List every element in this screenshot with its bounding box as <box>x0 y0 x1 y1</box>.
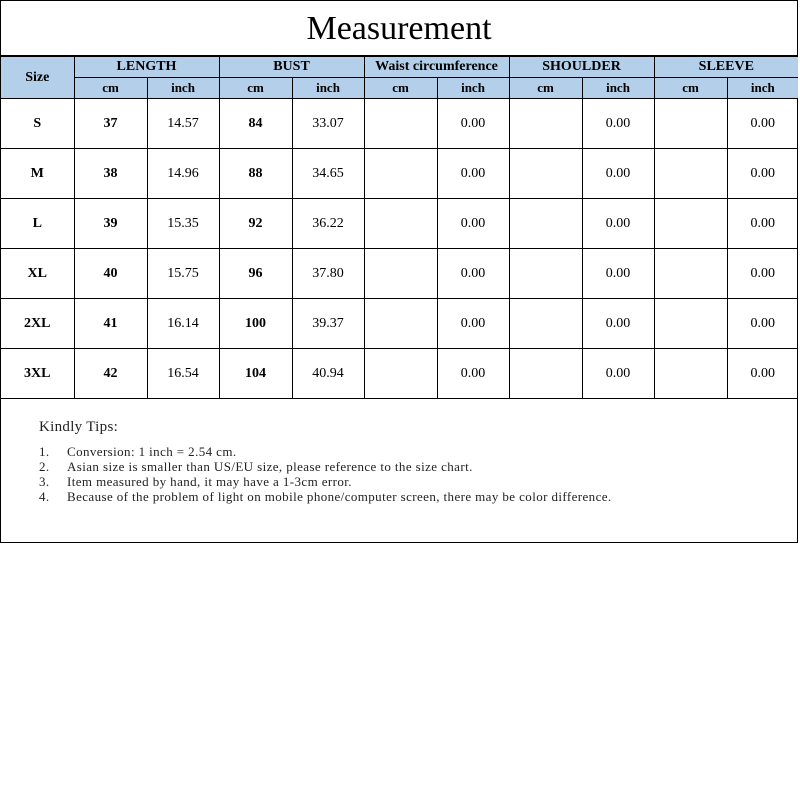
shoulder-cm-cell <box>509 249 582 299</box>
shoulder-inch-cell: 0.00 <box>582 299 654 349</box>
table-row <box>1 149 798 199</box>
size-cell: S <box>1 99 74 149</box>
bust-inch-cell: 39.37 <box>292 299 364 349</box>
sleeve-header: SLEEVE <box>654 57 798 78</box>
bust-inch-cell: 36.22 <box>292 199 364 249</box>
unit-inch-header: inch <box>147 78 219 99</box>
measurement-table <box>1 56 798 399</box>
shoulder-inch-cell: 0.00 <box>582 149 654 199</box>
tip-number: 3. <box>39 474 50 489</box>
sleeve-inch-cell: 0.00 <box>727 349 798 399</box>
length-inch-cell: 14.57 <box>147 99 219 149</box>
unit-inch-header: inch <box>292 78 364 99</box>
table-row <box>1 299 798 349</box>
waist-cm-cell <box>364 149 437 199</box>
shoulder-cm-cell <box>509 199 582 249</box>
length-inch-cell: 16.14 <box>147 299 219 349</box>
shoulder-inch-cell: 0.00 <box>582 249 654 299</box>
sleeve-inch-cell: 0.00 <box>727 199 798 249</box>
sleeve-cm-cell <box>654 99 727 149</box>
sleeve-inch-cell: 0.00 <box>727 149 798 199</box>
length-inch-cell: 15.35 <box>147 199 219 249</box>
shoulder-header: SHOULDER <box>509 57 654 78</box>
length-header: LENGTH <box>74 57 219 78</box>
size-column-header: Size <box>1 57 74 99</box>
tip-number: 4. <box>39 489 50 504</box>
size-cell: XL <box>1 249 74 299</box>
waist-inch-cell: 0.00 <box>437 149 509 199</box>
bust-header: BUST <box>219 57 364 78</box>
header-row-groups <box>1 57 798 78</box>
tip-item <box>39 489 739 504</box>
length-cm-cell: 39 <box>74 199 147 249</box>
shoulder-cm-cell <box>509 299 582 349</box>
shoulder-cm-cell <box>509 349 582 399</box>
tip-item <box>39 474 739 489</box>
bust-cm-cell: 96 <box>219 249 292 299</box>
table-row <box>1 99 798 149</box>
shoulder-inch-cell: 0.00 <box>582 99 654 149</box>
table-row <box>1 199 798 249</box>
unit-inch-header: inch <box>727 78 798 99</box>
table-row <box>1 249 798 299</box>
bust-cm-cell: 100 <box>219 299 292 349</box>
unit-inch-header: inch <box>437 78 509 99</box>
length-cm-cell: 38 <box>74 149 147 199</box>
waist-cm-cell <box>364 199 437 249</box>
bust-cm-cell: 88 <box>219 149 292 199</box>
unit-cm-header: cm <box>654 78 727 99</box>
bust-cm-cell: 104 <box>219 349 292 399</box>
unit-cm-header: cm <box>74 78 147 99</box>
waist-cm-cell <box>364 349 437 399</box>
length-inch-cell: 15.75 <box>147 249 219 299</box>
bust-cm-cell: 84 <box>219 99 292 149</box>
unit-cm-header: cm <box>509 78 582 99</box>
kindly-tips <box>39 419 739 504</box>
tip-text: Item measured by hand, it may have a 1-3cm error. <box>67 474 352 489</box>
length-cm-cell: 41 <box>74 299 147 349</box>
tip-text: Conversion: 1 inch = 2.54 cm. <box>67 444 237 459</box>
bust-cm-cell: 92 <box>219 199 292 249</box>
sleeve-cm-cell <box>654 249 727 299</box>
tip-number: 2. <box>39 459 50 474</box>
bust-inch-cell: 34.65 <box>292 149 364 199</box>
bust-inch-cell: 37.80 <box>292 249 364 299</box>
waist-inch-cell: 0.00 <box>437 249 509 299</box>
waist-inch-cell: 0.00 <box>437 199 509 249</box>
size-cell: 3XL <box>1 349 74 399</box>
shoulder-inch-cell: 0.00 <box>582 199 654 249</box>
sleeve-inch-cell: 0.00 <box>727 249 798 299</box>
waist-cm-cell <box>364 299 437 349</box>
sleeve-cm-cell <box>654 199 727 249</box>
page-title: Measurement <box>1 1 797 56</box>
tip-number: 1. <box>39 444 50 459</box>
bust-inch-cell: 40.94 <box>292 349 364 399</box>
length-cm-cell: 42 <box>74 349 147 399</box>
waist-inch-cell: 0.00 <box>437 349 509 399</box>
tips-list <box>39 444 739 504</box>
waist-inch-cell: 0.00 <box>437 299 509 349</box>
unit-cm-header: cm <box>219 78 292 99</box>
size-cell: 2XL <box>1 299 74 349</box>
tip-item <box>39 459 739 474</box>
waist-inch-cell: 0.00 <box>437 99 509 149</box>
length-inch-cell: 16.54 <box>147 349 219 399</box>
length-cm-cell: 40 <box>74 249 147 299</box>
tips-title: Kindly Tips: <box>39 419 119 435</box>
shoulder-cm-cell <box>509 99 582 149</box>
sleeve-cm-cell <box>654 349 727 399</box>
unit-cm-header: cm <box>364 78 437 99</box>
size-cell: M <box>1 149 74 199</box>
length-cm-cell: 37 <box>74 99 147 149</box>
length-inch-cell: 14.96 <box>147 149 219 199</box>
table-row <box>1 349 798 399</box>
header-row-units <box>1 78 798 99</box>
tip-text: Because of the problem of light on mobile phone/computer screen, there may be color difference. <box>67 489 612 504</box>
unit-inch-header: inch <box>582 78 654 99</box>
bust-inch-cell: 33.07 <box>292 99 364 149</box>
shoulder-cm-cell <box>509 149 582 199</box>
sleeve-cm-cell <box>654 299 727 349</box>
waist-header: Waist circumference <box>364 57 509 78</box>
shoulder-inch-cell: 0.00 <box>582 349 654 399</box>
size-cell: L <box>1 199 74 249</box>
tip-text: Asian size is smaller than US/EU size, please reference to the size chart. <box>67 459 473 474</box>
sleeve-inch-cell: 0.00 <box>727 99 798 149</box>
tip-item <box>39 444 739 459</box>
waist-cm-cell <box>364 249 437 299</box>
waist-cm-cell <box>364 99 437 149</box>
sleeve-inch-cell: 0.00 <box>727 299 798 349</box>
sleeve-cm-cell <box>654 149 727 199</box>
